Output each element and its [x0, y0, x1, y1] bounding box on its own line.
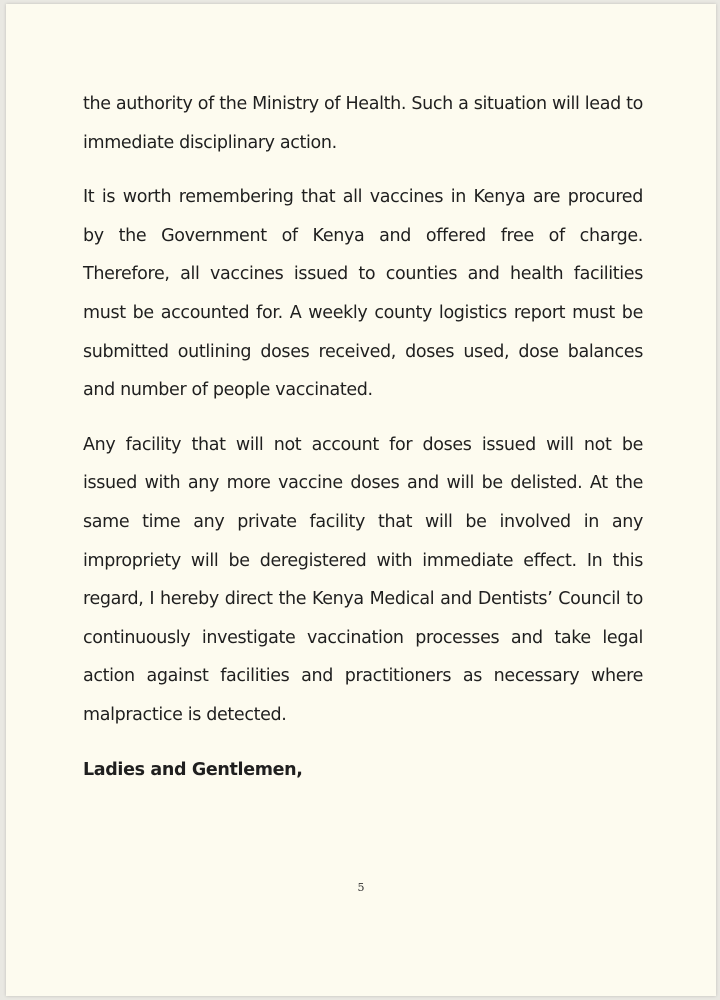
paragraph-1: the authority of the Ministry of Health. Such a situation will lead to immediate disciplinary action.	[83, 94, 643, 153]
paragraph-3: Any facility that will not account for doses issued will not be issued with any more vaccine doses and will be delisted. At the same time any private facility that will be involved in any impropriety will be deregistered with immediate effect. In this regard, I hereby direct the Kenya Medical and Dentists’ Council to continuously investigate vaccination processes and take legal action against facilities and practitioners as necessary where malpractice is detected.	[83, 434, 643, 725]
document-page	[6, 4, 716, 996]
body-text	[83, 85, 643, 805]
paragraph-2: It is worth remembering that all vaccines in Kenya are procured by the Government of Kenya and offered free of charge. Therefore, all vaccines issued to counties and health facilities must be accounted for. A weekly county logistics report must be submitted outlining doses received, doses used, dose balances and number of people vaccinated.	[83, 187, 643, 401]
salutation-heading: Ladies and Gentlemen,	[83, 759, 303, 780]
page-number: 5	[357, 881, 365, 894]
